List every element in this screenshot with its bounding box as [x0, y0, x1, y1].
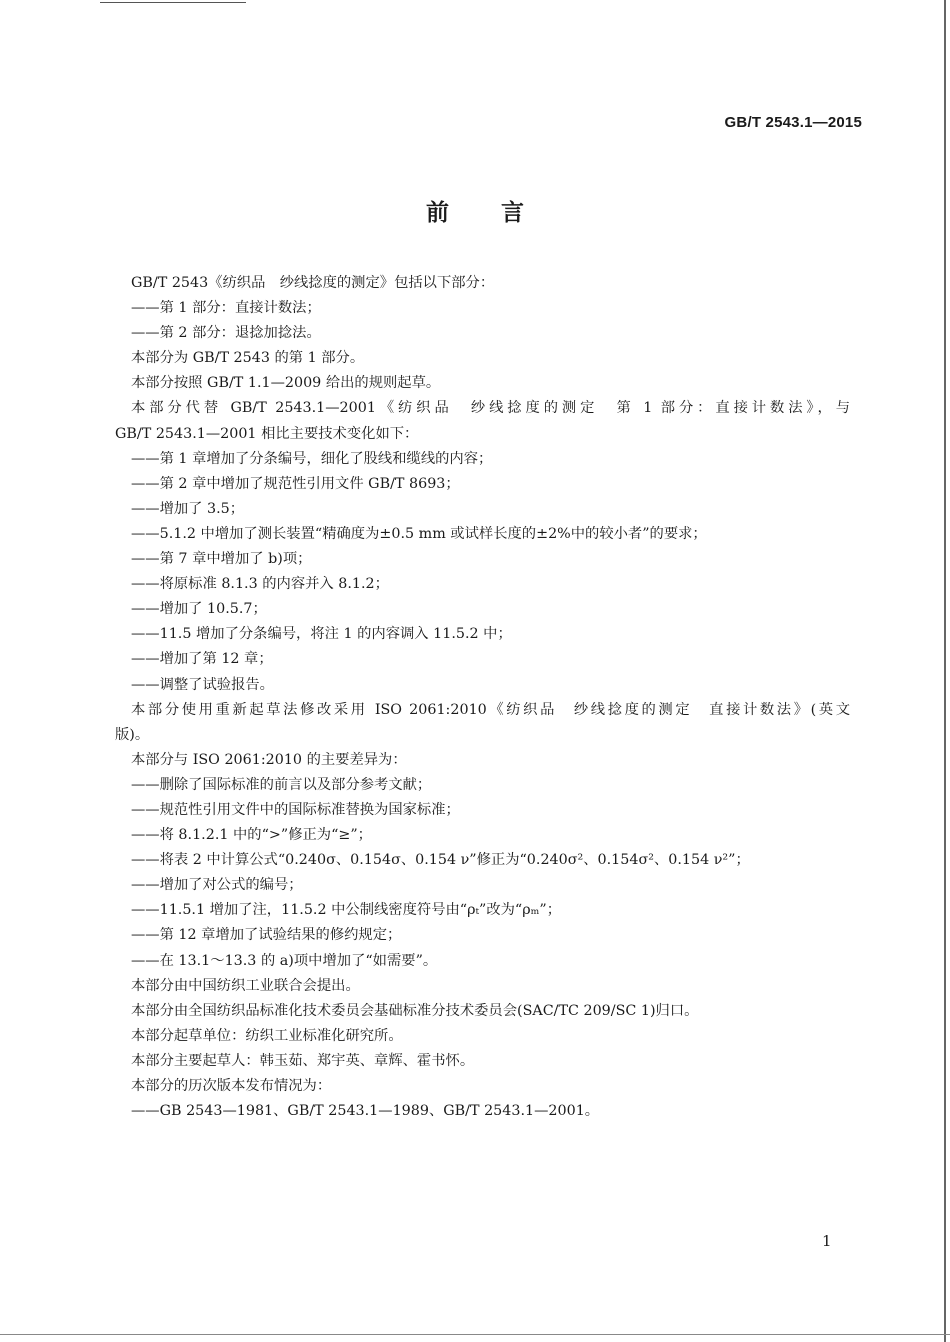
scan-edge-line [0, 1334, 950, 1335]
list-item: ——5.1.2 中增加了测长装置“精确度为±0.5 mm 或试样长度的±2%中的较小者”的要求； [131, 525, 707, 542]
list-item: ——第 1 部分：直接计数法； [131, 300, 321, 317]
list-item: ——11.5.1 增加了注，11.5.2 中公制线密度符号由“ρₜ”改为“ρₘ”； [131, 902, 562, 919]
paragraph-line: 本部分代替 GB/T 2543.1—2001《纺织品 纱线捻度的测定 第 1 部分：直接计数法》，与 [131, 400, 850, 417]
list-item: ——在 13.1～13.3 的 a)项中增加了“如需要”。 [131, 952, 438, 969]
list-item: ——增加了对公式的编号； [131, 877, 303, 894]
list-item: ——第 2 章中增加了规范性引用文件 GB/T 8693； [131, 475, 460, 492]
list-item: ——将原标准 8.1.3 的内容并入 8.1.2； [131, 576, 389, 593]
paragraph-line: 版)。 [115, 726, 150, 743]
list-item: ——第 12 章增加了试验结果的修约规定； [131, 927, 402, 944]
paragraph-line: 本部分使用重新起草法修改采用 ISO 2061:2010《纺织品 纱线捻度的测定 直接计数法》(英文 [131, 701, 850, 718]
list-item: ——11.5 增加了分条编号，将注 1 的内容调入 11.5.2 中； [131, 626, 512, 643]
paragraph-line: 本部分为 GB/T 2543 的第 1 部分。 [131, 350, 365, 367]
list-item: ——第 1 章增加了分条编号，细化了股线和缆线的内容； [131, 450, 493, 467]
foreword-body [115, 271, 850, 1124]
list-item: ——GB 2543—1981、GB/T 2543.1—1989、GB/T 2543.1—2001。 [131, 1103, 600, 1120]
scan-edge-line [100, 2, 246, 3]
list-item: ——将 8.1.2.1 中的“>”修正为“≥”； [131, 827, 372, 844]
list-item: ——第 2 部分：退捻加捻法。 [131, 325, 321, 342]
paragraph-line: 本部分起草单位：纺织工业标准化研究所。 [131, 1027, 403, 1044]
paragraph-line: 本部分与 ISO 2061:2010 的主要差异为： [131, 751, 407, 768]
list-item: ——增加了 3.5； [131, 500, 245, 517]
paragraph-line: GB/T 2543.1—2001 相比主要技术变化如下： [115, 425, 419, 442]
list-item: ——调整了试验报告。 [131, 676, 274, 693]
page-number: 1 [822, 1232, 832, 1250]
list-item: ——规范性引用文件中的国际标准替换为国家标准； [131, 801, 460, 818]
page-title: 前言 [426, 200, 576, 226]
list-item: ——将表 2 中计算公式“0.240σ、0.154σ、0.154 ν”修正为“0.240σ²、0.154σ²、0.154 ν²”； [131, 852, 750, 869]
paragraph-line: 本部分按照 GB/T 1.1—2009 给出的规则起草。 [131, 375, 441, 392]
paragraph-line: 本部分由中国纺织工业联合会提出。 [131, 977, 360, 994]
list-item: ——第 7 章中增加了 b)项； [131, 551, 312, 568]
paragraph-line: 本部分由全国纺织品标准化技术委员会基础标准分技术委员会(SAC/TC 209/SC 1)归口。 [131, 1002, 699, 1019]
list-item: ——增加了 10.5.7； [131, 601, 267, 618]
list-item: ——增加了第 12 章； [131, 651, 273, 668]
standard-number: GB/T 2543.1—2015 [724, 114, 862, 131]
paragraph-line: 本部分主要起草人：韩玉茹、郑宇英、章辉、霍书怀。 [131, 1052, 475, 1069]
list-item: ——删除了国际标准的前言以及部分参考文献； [131, 776, 432, 793]
paragraph-line: GB/T 2543《纺织品 纱线捻度的测定》包括以下部分： [131, 275, 495, 291]
paragraph-line: 本部分的历次版本发布情况为： [131, 1078, 332, 1094]
